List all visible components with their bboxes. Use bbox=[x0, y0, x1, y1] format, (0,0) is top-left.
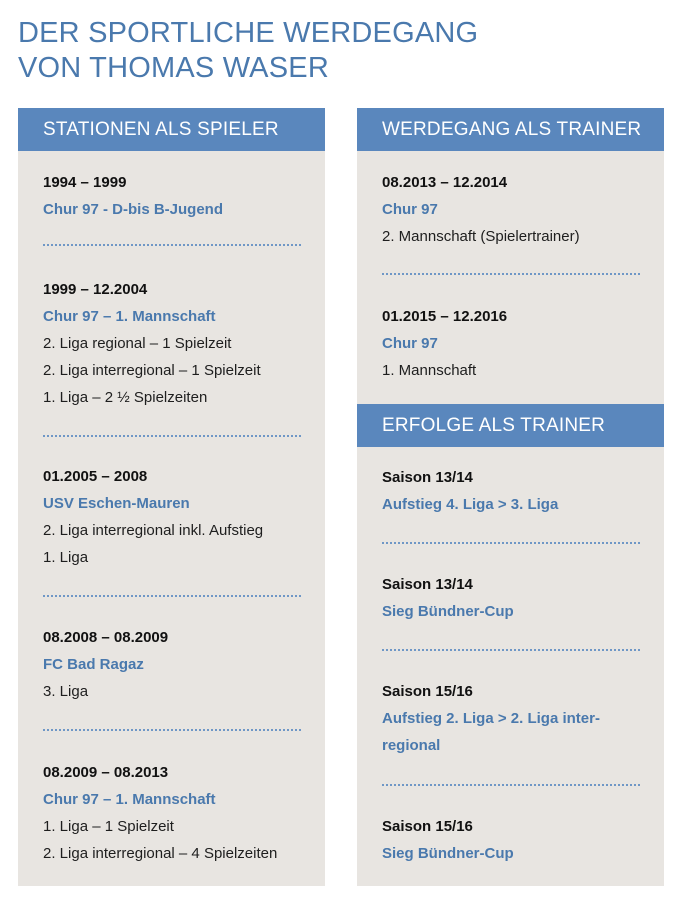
station-period: 1999 – 12.2004 bbox=[43, 281, 148, 298]
success-achievement: Aufstieg 4. Liga > 3. Liga bbox=[382, 496, 559, 513]
station-period: 1994 – 1999 bbox=[43, 174, 127, 191]
station-period: 01.2015 – 12.2016 bbox=[382, 308, 508, 325]
trainer-station-1 bbox=[382, 169, 652, 250]
station-detail: 2. Liga regional – 1 Spielzeit bbox=[43, 335, 232, 352]
trainer-career-panel bbox=[357, 108, 664, 886]
success-item-1 bbox=[382, 464, 652, 518]
station-club: Chur 97 bbox=[382, 335, 438, 352]
entry-separator bbox=[43, 729, 301, 731]
station-detail: 2. Liga interregional inkl. Aufstieg bbox=[43, 522, 264, 539]
station-period: 08.2009 – 08.2013 bbox=[43, 764, 169, 781]
station-club: Chur 97 bbox=[382, 201, 438, 218]
success-item-2 bbox=[382, 571, 652, 625]
entry-separator bbox=[382, 649, 640, 651]
page-title bbox=[18, 16, 478, 86]
station-detail: 2. Liga interregional – 1 Spielzeit bbox=[43, 362, 261, 379]
success-achievement-line-2: regional bbox=[382, 737, 441, 754]
success-achievement: Sieg Bündner-Cup bbox=[382, 845, 514, 862]
success-season: Saison 13/14 bbox=[382, 576, 473, 593]
station-detail: 1. Liga – 2 ½ Spielzeiten bbox=[43, 389, 208, 406]
player-station-4 bbox=[43, 624, 313, 705]
entry-separator bbox=[43, 244, 301, 246]
entry-separator bbox=[382, 273, 640, 275]
station-detail: 3. Liga bbox=[43, 683, 89, 700]
page-title-line-1: DER SPORTLICHE WERDEGANG bbox=[18, 17, 479, 49]
entry-separator bbox=[43, 595, 301, 597]
success-season: Saison 13/14 bbox=[382, 469, 473, 486]
station-club: USV Eschen-Mauren bbox=[43, 495, 190, 512]
station-period: 08.2013 – 12.2014 bbox=[382, 174, 508, 191]
station-club: Chur 97 - D-bis B-Jugend bbox=[43, 201, 224, 218]
station-detail: 1. Liga bbox=[43, 549, 89, 566]
player-station-2 bbox=[43, 276, 313, 411]
station-club: Chur 97 – 1. Mannschaft bbox=[43, 308, 216, 325]
station-detail: 1. Liga – 1 Spielzeit bbox=[43, 818, 174, 835]
trainer-station-2 bbox=[382, 303, 652, 384]
station-detail: 2. Mannschaft (Spielertrainer) bbox=[382, 228, 580, 245]
page-title-line-2: VON THOMAS WASER bbox=[18, 52, 329, 84]
player-career-header: STATIONEN ALS SPIELER bbox=[18, 108, 325, 151]
player-station-5 bbox=[43, 759, 313, 867]
station-detail: 1. Mannschaft bbox=[382, 362, 477, 379]
trainer-career-header: WERDEGANG ALS TRAINER bbox=[357, 108, 664, 151]
success-achievement-line-1: Aufstieg 2. Liga > 2. Liga inter- bbox=[382, 710, 600, 727]
player-career-panel bbox=[18, 108, 325, 886]
station-detail: 2. Liga interregional – 4 Spielzeiten bbox=[43, 845, 278, 862]
entry-separator bbox=[382, 784, 640, 786]
station-club: Chur 97 – 1. Mannschaft bbox=[43, 791, 216, 808]
player-station-1 bbox=[43, 169, 313, 223]
success-season: Saison 15/16 bbox=[382, 818, 473, 835]
success-season: Saison 15/16 bbox=[382, 683, 473, 700]
success-item-3 bbox=[382, 678, 652, 759]
station-period: 01.2005 – 2008 bbox=[43, 468, 148, 485]
station-period: 08.2008 – 08.2009 bbox=[43, 629, 169, 646]
station-club: FC Bad Ragaz bbox=[43, 656, 144, 673]
success-achievement: Sieg Bündner-Cup bbox=[382, 603, 514, 620]
entry-separator bbox=[382, 542, 640, 544]
trainer-successes-header: ERFOLGE ALS TRAINER bbox=[357, 404, 664, 447]
entry-separator bbox=[43, 435, 301, 437]
success-item-4 bbox=[382, 813, 652, 867]
player-station-3 bbox=[43, 463, 313, 571]
